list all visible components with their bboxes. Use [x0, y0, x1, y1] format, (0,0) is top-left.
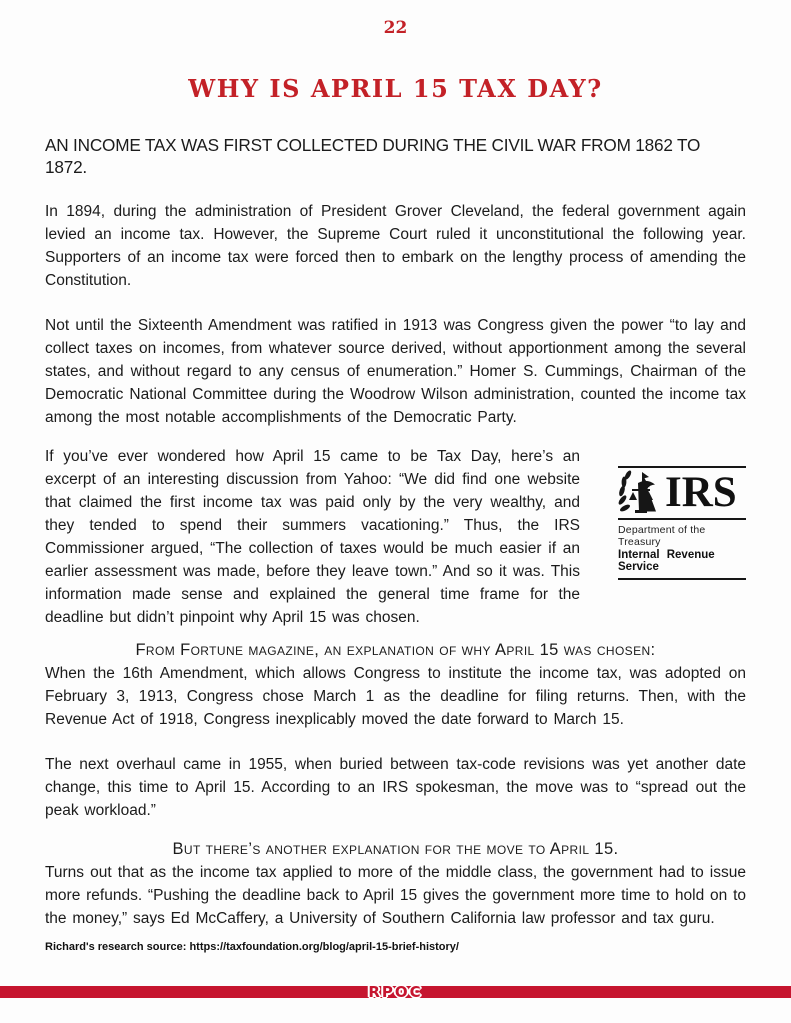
irs-logo-row — [618, 468, 746, 518]
paragraph-1894: In 1894, during the administration of President Grover Cleveland, the federal government again levied an income tax. However, the Supreme Court ruled it unconstitutional the following year. Supporters of an income tax were forced then to embark on the lengthy process of amending the Constitution. — [45, 203, 746, 289]
paragraph-16th-amendment-adopted: When the 16th Amendment, which allows Congress to institute the income tax, was adopted on February 3, 1913, Congress chose March 1 as the deadline for filing returns. Then, with the Revenue Act of 1918, Congress inexplicably moved the date forward to March 15. — [45, 665, 746, 728]
page-number: 22 — [383, 18, 408, 38]
irs-dept-line: Department of the Treasury — [618, 524, 706, 548]
irs-logo-bottom-rule — [618, 578, 746, 580]
research-source-note: Richard's research source: https://taxfoundation.org/blog/april-15-brief-history/ — [45, 941, 459, 953]
intro-line: AN INCOME TAX WAS FIRST COLLECTED DURING THE CIVIL WAR FROM 1862 TO 1872. — [45, 135, 701, 177]
irs-eagle-icon — [618, 470, 662, 516]
heading-fortune: From Fortune magazine, an explanation of why April 15 was chosen: — [135, 641, 656, 659]
irs-acronym: IRS — [665, 469, 737, 516]
paragraph-sixteenth-amendment: Not until the Sixteenth Amendment was ratified in 1913 was Congress given the power “to lay and collect taxes on incomes, from whatever source derived, without apportionment among the several states, and without regard to any census of enumeration.” Homer S. Cummings, Chairman of the Democratic National Committee during the Woodrow Wilson administration, counted the income tax among the most notable accomplishments of the Democratic Party. — [45, 317, 746, 426]
irs-logo-box — [618, 466, 746, 580]
paragraph-april15-origin: If you’ve ever wondered how April 15 came to be Tax Day, here’s an excerpt of an interesting discussion from Yahoo: “We did find one website that claimed the first income tax was paid only by the very wealthy, and they tended to spend their summers vacationing.” Thus, the IRS Commissioner argued, “The collection of taxes would be much easier if an earlier assessment was made, before they leave town.” And so it was. This information made sense and explained the general time frame for the deadline but didn’t pinpoint why April 15 was chosen. — [45, 448, 580, 626]
irs-logo-block — [596, 445, 746, 609]
irs-service-line: Internal Revenue Service — [618, 549, 715, 573]
footer-band-label: RPOC — [368, 983, 423, 1001]
paragraph-with-logo-wrapper — [45, 445, 746, 629]
paragraph-middle-class-refunds: Turns out that as the income tax applied to more of the middle class, the government had to issue more refunds. “Pushing the deadline back to April 15 gives the government more time to hold on to the money,” says Ed McCaffery, a University of Southern California law professor and tax guru. — [45, 864, 746, 927]
heading-another-explanation: But there’s another explanation for the move to April 15. — [172, 840, 619, 858]
page-title: WHY IS APRIL 15 TAX DAY? — [188, 74, 603, 103]
irs-logo-mid-rule — [618, 518, 746, 520]
paragraph-1955-overhaul: The next overhaul came in 1955, when buried between tax-code revisions was yet another date change, this time to April 15. According to an IRS spokesman, the move was to “spread out the peak workload.” — [45, 756, 746, 819]
footer-band — [0, 983, 791, 1001]
